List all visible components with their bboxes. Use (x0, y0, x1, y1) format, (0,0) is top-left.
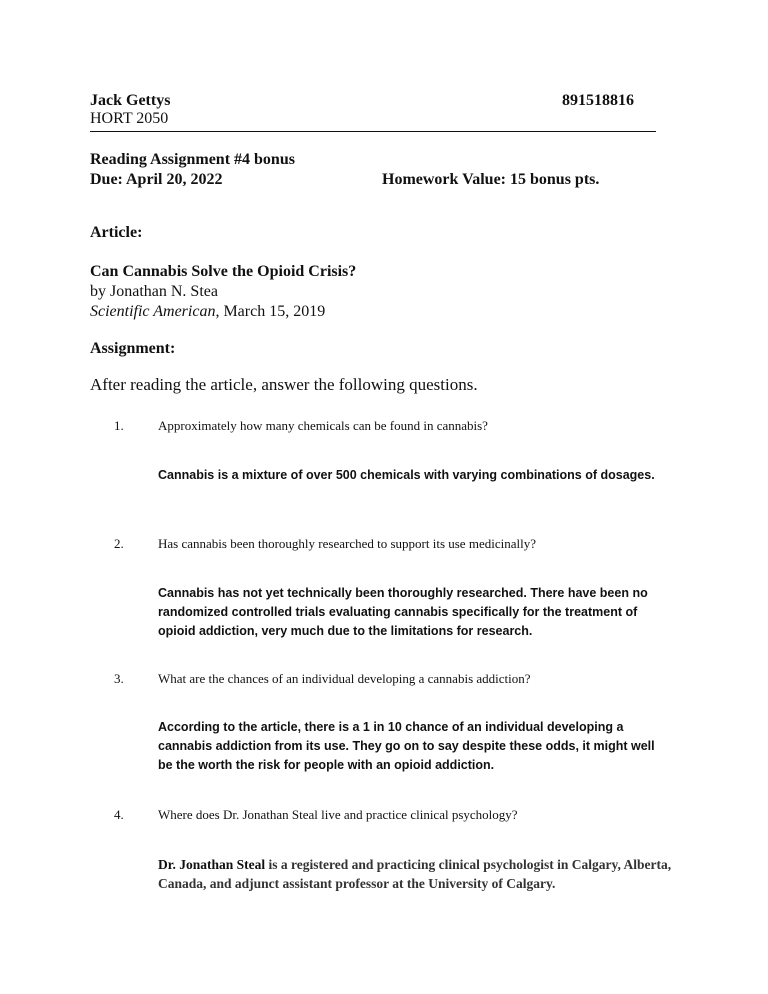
answer-body: is a registered and practicing clinical psychologist in Calgary, Alberta, Canada, and adjunct assistant professor at the University of Calgary. (158, 857, 672, 891)
question-text: What are the chances of an individual developing a cannabis addiction? (158, 671, 531, 686)
article-heading: Article: (90, 224, 143, 241)
course-code: HORT 2050 (90, 110, 169, 127)
question-number: 2. (114, 536, 124, 551)
source-date: , March 15, 2019 (215, 303, 326, 320)
article-title: Can Cannabis Solve the Opioid Crisis? (90, 263, 357, 280)
header-divider (90, 131, 656, 132)
answer-name: Dr. Jonathan Steal (158, 857, 266, 872)
question-text: Has cannabis been thoroughly researched to support its use medicinally? (158, 536, 536, 551)
instructions: After reading the article, answer the following questions. (90, 375, 478, 394)
article-source (90, 303, 325, 321)
source-publication: Scientific American (90, 303, 216, 320)
question-text: Where does Dr. Jonathan Steal live and practice clinical psychology? (158, 807, 518, 822)
answer-text: Cannabis has not yet technically been thoroughly researched. There have been no randomized controlled trials evaluating cannabis specifically for the treatment of opioid addiction, very much due to the limitations for research. (158, 586, 648, 638)
assignment-title: Reading Assignment #4 bonus (90, 151, 295, 168)
answer-text: Cannabis is a mixture of over 500 chemicals with varying combinations of dosages. (158, 468, 655, 482)
question-text: Approximately how many chemicals can be found in cannabis? (158, 418, 488, 433)
homework-value: Homework Value: 15 bonus pts. (382, 171, 600, 188)
article-author: by Jonathan N. Stea (90, 283, 218, 300)
question-number: 3. (114, 671, 124, 686)
answer-text: According to the article, there is a 1 in 10 chance of an individual developing a cannabis addiction from its use. They go on to say despite these odds, it might well be the worth the risk for people with an opioid addiction. (158, 720, 655, 772)
due-date: Due: April 20, 2022 (90, 171, 223, 188)
answer-text (158, 855, 678, 893)
question-number: 4. (114, 807, 124, 822)
student-name: Jack Gettys (90, 92, 171, 109)
student-id: 891518816 (562, 92, 634, 109)
assignment-heading: Assignment: (90, 340, 176, 357)
question-number: 1. (114, 418, 124, 433)
